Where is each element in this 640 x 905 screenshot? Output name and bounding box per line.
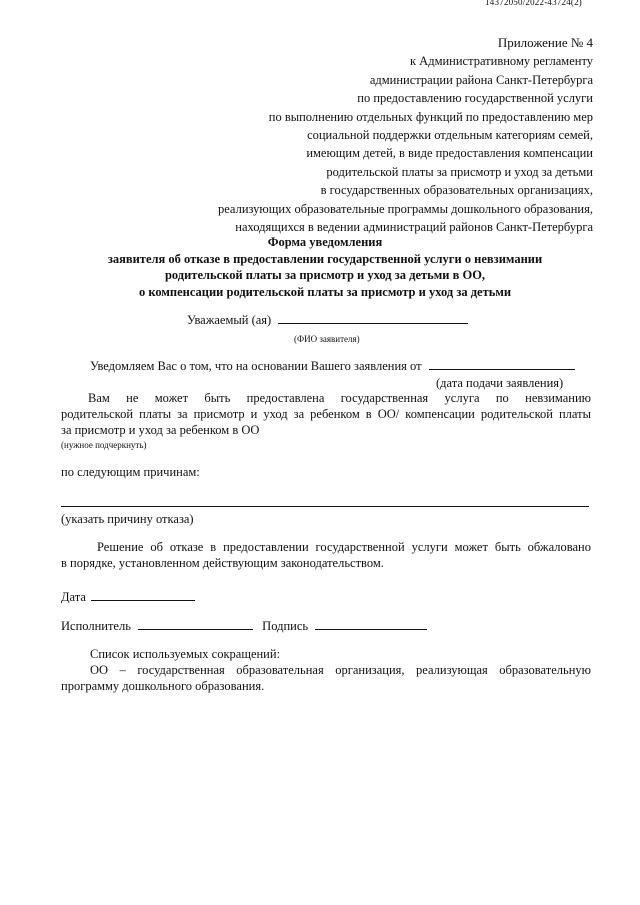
document-number: 14372050/2022-43724(2) <box>485 0 582 7</box>
signature-field[interactable] <box>315 629 427 630</box>
appeal-line: в порядке, установленном действующим законодательством. <box>61 556 384 570</box>
form-title-line: родительской платы за присмотр и уход за детьми в ОО, <box>164 268 486 282</box>
reason-field[interactable] <box>61 506 589 507</box>
appendix-line: к Административному регламенту <box>409 54 593 69</box>
abbrev-title: Список используемых сокращений: <box>90 647 281 661</box>
reasons-label: по следующим причинам: <box>61 465 200 479</box>
notify-row <box>90 358 575 375</box>
appendix-line: администрации района Санкт-Петербурга <box>369 72 593 87</box>
appendix-header <box>113 34 593 236</box>
reason-hint: (указать причину отказа) <box>61 512 194 526</box>
form-title-line: заявителя об отказе в предоставлении государственной услуги о невзимании <box>107 251 543 266</box>
executor-row <box>61 618 427 635</box>
appendix-line: родительской платы за присмотр и уход за детьми <box>326 164 593 179</box>
refusal-line: Вам не может быть предоставлена государственная услуга по невзиманию <box>88 391 591 405</box>
appendix-line: находящихся в ведении администраций районов Санкт-Петербурга <box>235 220 593 235</box>
executor-label: Исполнитель <box>61 619 131 633</box>
application-date-field[interactable] <box>429 369 575 370</box>
appendix-line: Приложение № 4 <box>497 35 593 50</box>
executor-field[interactable] <box>138 629 253 630</box>
form-title-line: о компенсации родительской платы за присмотр и уход за детьми <box>138 284 512 299</box>
greeting-row <box>187 312 468 329</box>
signature-label: Подпись <box>262 619 309 633</box>
refusal-line: за присмотр и уход за ребенком в ОО <box>61 423 260 437</box>
appendix-line: по предоставлению государственной услуги <box>357 91 593 106</box>
greeting-label: Уважаемый (ая) <box>187 313 272 327</box>
appendix-line: имеющим детей, в виде предоставления компенсации <box>306 146 593 161</box>
applicant-name-field[interactable] <box>278 323 468 324</box>
appendix-line: социальной поддержки отдельным категориям семей, <box>307 128 593 143</box>
appendix-line: реализующих образовательные программы дошкольного образования, <box>217 201 593 216</box>
appendix-line: по выполнению отдельных функций по предоставлению мер <box>268 109 593 124</box>
fio-hint: (ФИО заявителя) <box>294 334 360 344</box>
form-title-line: Форма уведомления <box>267 235 383 249</box>
date-label: Дата <box>61 590 86 604</box>
refusal-line: родительской платы за присмотр и уход за ребенком в ОО/ компенсации родительской платы <box>61 407 591 421</box>
appendix-line: в государственных образовательных организациях, <box>320 183 593 198</box>
date-hint: (дата подачи заявления) <box>436 376 564 390</box>
form-title <box>60 234 590 300</box>
appeal-line: Решение об отказе в предоставлении государственной услуги может быть обжаловано <box>97 540 591 554</box>
notify-text: Уведомляем Вас о том, что на основании Вашего заявления от <box>90 359 422 373</box>
abbrev-line: ОО – государственная образовательная организация, реализующая образовательную <box>90 663 591 677</box>
date-field[interactable] <box>91 600 195 601</box>
date-row <box>61 589 195 606</box>
underline-hint: (нужное подчеркнуть) <box>61 440 147 450</box>
abbrev-line: программу дошкольного образования. <box>61 679 265 693</box>
